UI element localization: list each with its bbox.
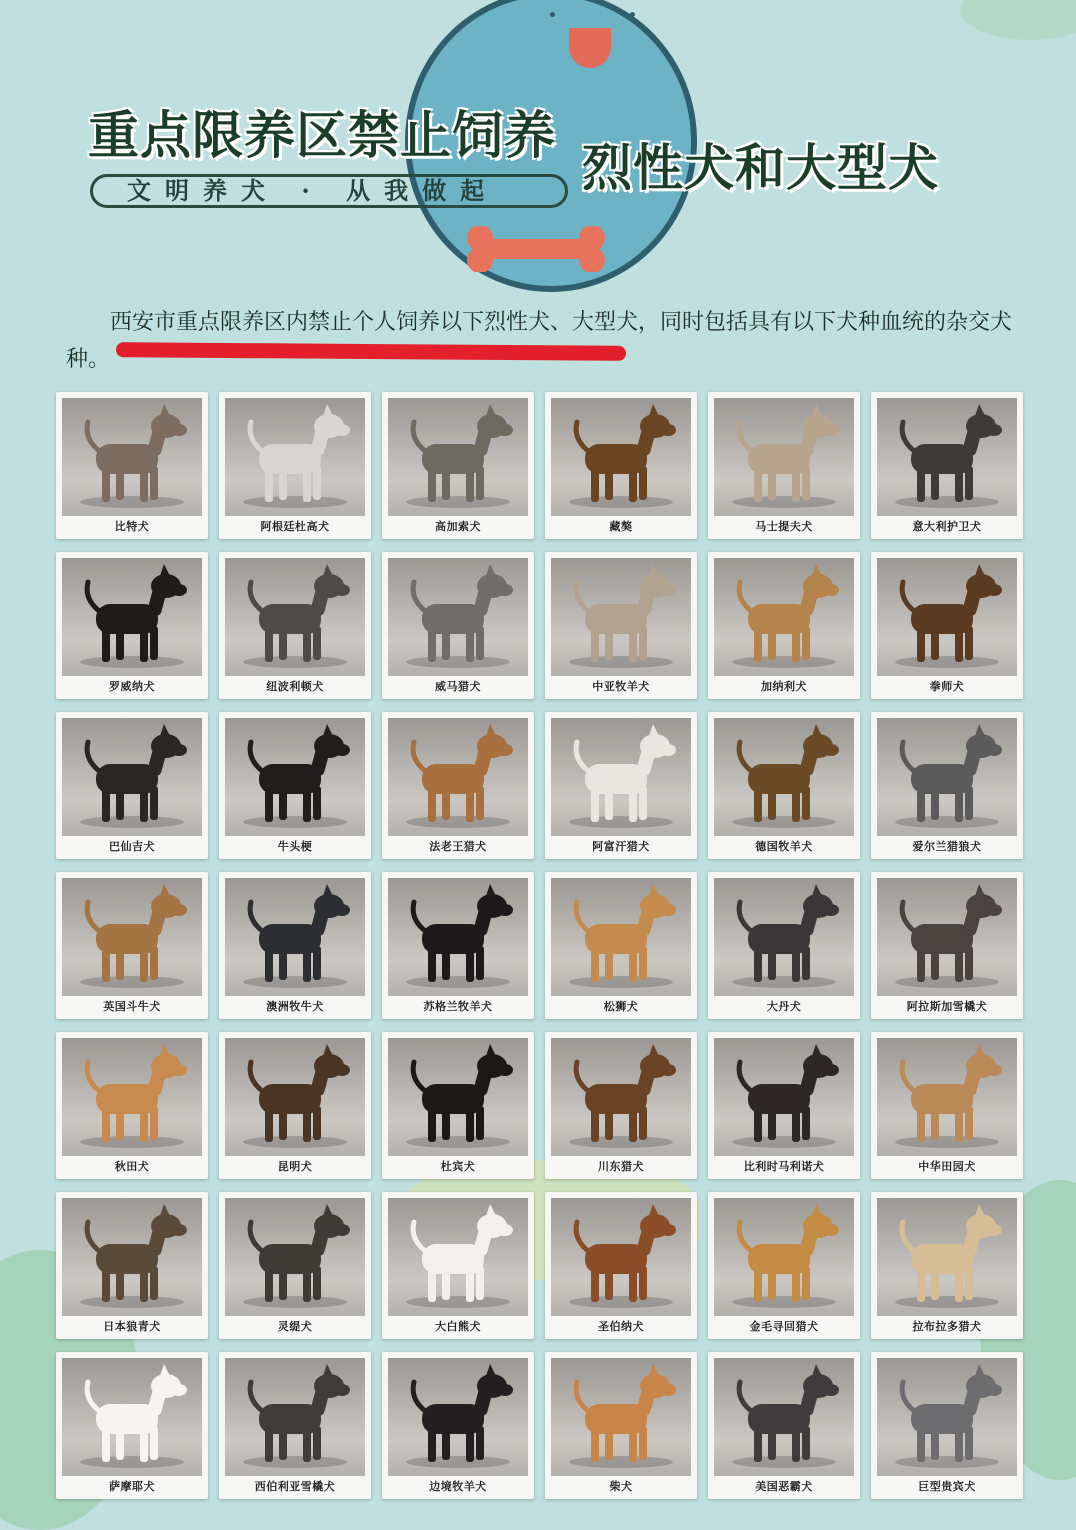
whisker-dot (550, 12, 555, 17)
breed-card (219, 392, 371, 539)
breed-card (545, 1192, 697, 1339)
breed-name: 阿拉斯加雪橇犬 (906, 1000, 988, 1013)
breed-card (545, 1032, 697, 1179)
breed-card (545, 872, 697, 1019)
bone-icon (462, 226, 610, 272)
dog-photo (551, 398, 691, 516)
breed-card (871, 1192, 1023, 1339)
breed-name: 马士提夫犬 (755, 520, 813, 533)
dog-photo (225, 1038, 365, 1156)
breed-name: 萨摩耶犬 (109, 1480, 155, 1493)
breed-name: 澳洲牧牛犬 (266, 1000, 324, 1013)
dog-photo (225, 718, 365, 836)
dog-photo (551, 1198, 691, 1316)
dog-photo (714, 718, 854, 836)
breed-name: 巴仙吉犬 (109, 840, 155, 853)
dog-photo (388, 1358, 528, 1476)
dog-photo (62, 1198, 202, 1316)
dog-photo (714, 1198, 854, 1316)
breed-name: 比利时马利诺犬 (743, 1160, 825, 1173)
breed-name: 秋田犬 (114, 1160, 150, 1173)
breed-name: 美国恶霸犬 (755, 1480, 813, 1493)
dog-photo (551, 718, 691, 836)
breed-name: 圣伯纳犬 (598, 1320, 644, 1333)
breed-card (382, 712, 534, 859)
breed-card (708, 872, 860, 1019)
breed-name: 西伯利亚雪橇犬 (254, 1480, 336, 1493)
dog-photo (714, 878, 854, 996)
breed-name: 拳师犬 (929, 680, 965, 693)
breed-name: 罗威纳犬 (109, 680, 155, 693)
dog-photo (714, 398, 854, 516)
breed-name: 阿根廷杜高犬 (260, 520, 330, 533)
breed-name: 意大利护卫犬 (912, 520, 982, 533)
breed-card (708, 1032, 860, 1179)
dog-photo (388, 878, 528, 996)
dog-photo (62, 1038, 202, 1156)
dog-photo (714, 1038, 854, 1156)
breed-name: 拉布拉多猎犬 (912, 1320, 982, 1333)
breed-card (382, 1352, 534, 1499)
breed-card (56, 872, 208, 1019)
breed-card (56, 552, 208, 699)
breed-name: 边境牧羊犬 (429, 1480, 487, 1493)
breed-name: 日本狼青犬 (103, 1320, 161, 1333)
breed-name: 大白熊犬 (435, 1320, 481, 1333)
breed-card (871, 1352, 1023, 1499)
breed-name: 法老王猎犬 (429, 840, 487, 853)
breed-name: 苏格兰牧羊犬 (423, 1000, 493, 1013)
breed-grid (56, 392, 1022, 1499)
breed-name: 爱尔兰猎狼犬 (912, 840, 982, 853)
breed-card (382, 552, 534, 699)
breed-card (382, 1032, 534, 1179)
breed-card (56, 1192, 208, 1339)
breed-name: 藏獒 (609, 520, 633, 533)
breed-card (708, 392, 860, 539)
dog-photo (877, 558, 1017, 676)
breed-name: 中亚牧羊犬 (592, 680, 650, 693)
breed-name: 英国斗牛犬 (103, 1000, 161, 1013)
breed-card (871, 392, 1023, 539)
dog-photo (62, 878, 202, 996)
dog-photo (225, 398, 365, 516)
breed-name: 中华田园犬 (918, 1160, 976, 1173)
dog-photo (551, 558, 691, 676)
dog-photo (714, 1358, 854, 1476)
dog-photo (877, 1198, 1017, 1316)
dog-photo (62, 1358, 202, 1476)
breed-card (708, 712, 860, 859)
leaf-decoration (960, 0, 1076, 40)
breed-card (219, 1352, 371, 1499)
dog-photo (62, 558, 202, 676)
dog-photo (388, 398, 528, 516)
breed-name: 杜宾犬 (440, 1160, 476, 1173)
breed-name: 昆明犬 (277, 1160, 313, 1173)
breed-name: 威马猎犬 (435, 680, 481, 693)
whisker-dot (630, 12, 635, 17)
breed-card (219, 712, 371, 859)
dog-photo (877, 718, 1017, 836)
breed-name: 德国牧羊犬 (755, 840, 813, 853)
breed-card (545, 392, 697, 539)
dog-photo (551, 1038, 691, 1156)
dog-photo (62, 718, 202, 836)
dog-photo (225, 558, 365, 676)
breed-card (708, 1192, 860, 1339)
breed-card (382, 392, 534, 539)
dog-photo (388, 1198, 528, 1316)
breed-card (382, 872, 534, 1019)
dog-photo (877, 398, 1017, 516)
breed-name: 川东猎犬 (598, 1160, 644, 1173)
breed-card (545, 1352, 697, 1499)
breed-card (56, 392, 208, 539)
breed-name: 巨型贵宾犬 (918, 1480, 976, 1493)
breed-card (219, 872, 371, 1019)
breed-name: 牛头梗 (277, 840, 313, 853)
breed-card (545, 712, 697, 859)
title-line-2: 烈性犬和大型犬 (582, 139, 939, 197)
dog-photo (62, 398, 202, 516)
breed-card (871, 872, 1023, 1019)
breed-name: 柴犬 (609, 1480, 633, 1493)
breed-card (56, 1032, 208, 1179)
breed-name: 纽波利顿犬 (266, 680, 324, 693)
breed-card (708, 552, 860, 699)
breed-name: 大丹犬 (766, 1000, 802, 1013)
slogan-banner: 文明养犬 · 从我做起 (90, 174, 568, 208)
breed-card (545, 552, 697, 699)
breed-card (871, 1032, 1023, 1179)
dog-photo (551, 1358, 691, 1476)
breed-card (219, 552, 371, 699)
dog-photo (225, 1198, 365, 1316)
breed-card (219, 1192, 371, 1339)
dog-photo (388, 718, 528, 836)
dog-photo (225, 1358, 365, 1476)
dog-photo (714, 558, 854, 676)
breed-card (871, 712, 1023, 859)
breed-card (219, 1032, 371, 1179)
dog-photo (877, 1358, 1017, 1476)
title-line-1: 重点限养区禁止饲养 (88, 107, 557, 166)
intro-paragraph: 西安市重点限养区内禁止个人饲养以下烈性犬、大型犬，同时包括具有以下犬种血统的杂交犬种。 (66, 310, 1013, 372)
breed-name: 金毛寻回猎犬 (749, 1320, 819, 1333)
breed-name: 比特犬 (114, 520, 150, 533)
breed-card (708, 1352, 860, 1499)
breed-card (871, 552, 1023, 699)
breed-name: 松狮犬 (603, 1000, 639, 1013)
breed-card (56, 712, 208, 859)
dog-photo (877, 1038, 1017, 1156)
breed-name: 高加索犬 (435, 520, 481, 533)
breed-name: 阿富汗猎犬 (592, 840, 650, 853)
dog-photo (551, 878, 691, 996)
dog-photo (388, 1038, 528, 1156)
breed-card (56, 1352, 208, 1499)
dog-photo (877, 878, 1017, 996)
dog-photo (225, 878, 365, 996)
dog-photo (388, 558, 528, 676)
breed-card (382, 1192, 534, 1339)
breed-name: 加纳利犬 (761, 680, 807, 693)
breed-name: 灵缇犬 (277, 1320, 313, 1333)
dog-tongue-icon (569, 28, 611, 68)
